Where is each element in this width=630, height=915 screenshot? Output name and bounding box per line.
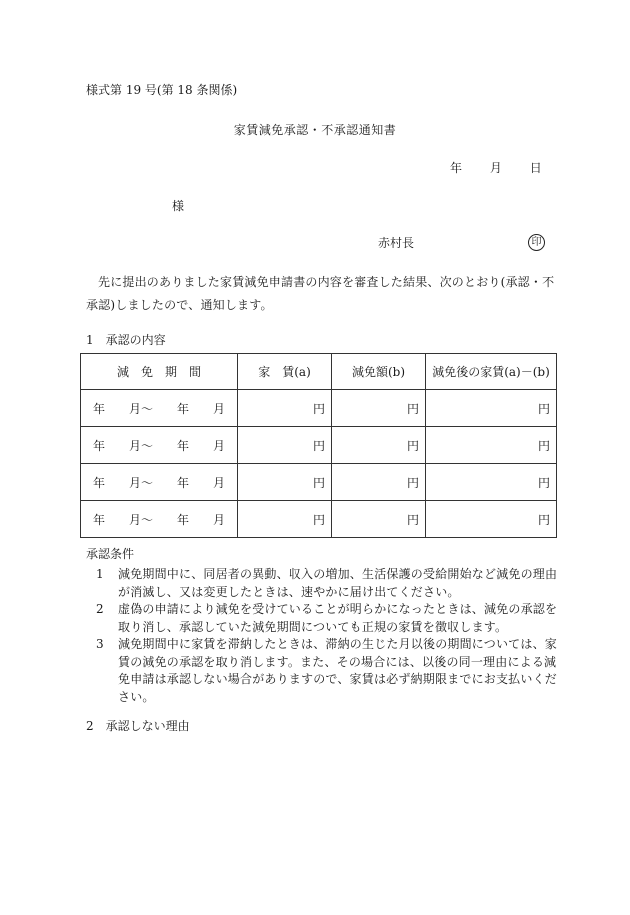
body-paragraph: 先に提出のありました家賃減免申請書の内容を審査した結果、次のとおり(承認・不承認)しましたので、通知します。 xyxy=(86,275,555,312)
reduction-cell: 円 xyxy=(332,501,426,538)
table-header-row xyxy=(81,354,557,390)
after-cell: 円 xyxy=(426,501,557,538)
form-number: 様式第 19 号(第 18 条関係) xyxy=(86,83,238,97)
condition-text: 虚偽の申請により減免を受けていることが明らかになったときは、減免の承認を取り消し、承認していた減免期間についても正規の家賃を徴収します。 xyxy=(118,602,558,634)
after-cell: 円 xyxy=(426,390,557,427)
table-row xyxy=(81,464,557,501)
reduction-cell: 円 xyxy=(332,464,426,501)
condition-item xyxy=(96,601,562,636)
rent-cell: 円 xyxy=(238,464,332,501)
rent-cell: 円 xyxy=(238,501,332,538)
rent-cell: 円 xyxy=(238,427,332,464)
condition-number: 3 xyxy=(96,637,104,651)
date-line xyxy=(450,162,542,174)
condition-item xyxy=(96,566,562,601)
after-cell: 円 xyxy=(426,427,557,464)
seal-stamp: 印 xyxy=(528,234,545,251)
table-row xyxy=(81,390,557,427)
period-cell: 年 月～ 年 月 xyxy=(81,501,238,538)
date-month: 月 xyxy=(489,161,502,175)
header-rent: 家 賃(a) xyxy=(238,354,332,390)
period-cell: 年 月～ 年 月 xyxy=(81,427,238,464)
header-after: 減免後の家賃(a)－(b) xyxy=(426,354,557,390)
condition-text: 減免期間中に、同居者の異動、収入の増加、生活保護の受給開始など減免の理由が消滅し、又は変更したときは、速やかに届け出てください。 xyxy=(118,567,558,599)
document-title: 家賃減免承認・不承認通知書 xyxy=(233,123,397,137)
addressee-suffix: 様 xyxy=(172,199,185,213)
rent-cell: 円 xyxy=(238,390,332,427)
after-cell: 円 xyxy=(426,464,557,501)
header-reduction: 減免額(b) xyxy=(332,354,426,390)
header-period: 減 免 期 間 xyxy=(81,354,238,390)
section-approval-heading: 1 承認の内容 xyxy=(86,333,166,347)
condition-number: 2 xyxy=(96,602,104,616)
date-year: 年 xyxy=(450,161,463,175)
reduction-cell: 円 xyxy=(332,427,426,464)
condition-number: 1 xyxy=(96,567,104,581)
approval-table xyxy=(80,353,557,538)
conditions-list xyxy=(96,566,562,706)
date-day: 日 xyxy=(529,161,542,175)
table-row xyxy=(81,427,557,464)
condition-item xyxy=(96,636,562,706)
issuer-name: 赤村長 xyxy=(378,236,415,250)
table-row xyxy=(81,501,557,538)
section-reason-heading: 2 承認しない理由 xyxy=(86,719,190,733)
conditions-heading: 承認条件 xyxy=(86,547,135,561)
reduction-cell: 円 xyxy=(332,390,426,427)
period-cell: 年 月～ 年 月 xyxy=(81,390,238,427)
period-cell: 年 月～ 年 月 xyxy=(81,464,238,501)
condition-text: 減免期間中に家賃を滞納したときは、滞納の生じた月以後の期間については、家賃の減免の承認を取り消します。また、その場合には、以後の同一理由による減免申請は承認しない場合がありますので、家賃は必ず納期限までにお支払いください。 xyxy=(118,637,557,704)
